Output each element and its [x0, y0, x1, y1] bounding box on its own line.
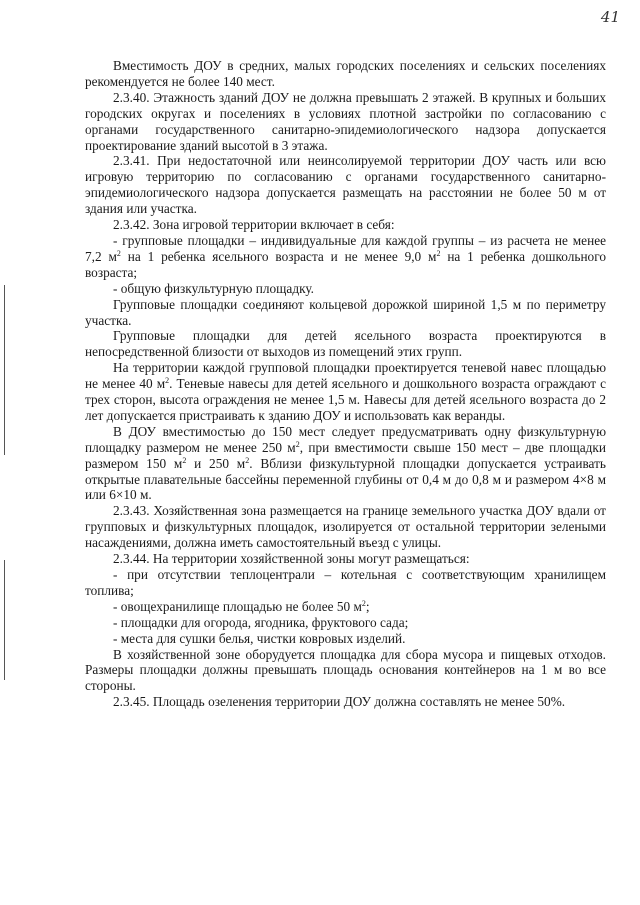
- text-segment: 2.3.40. Этажность зданий ДОУ не должна превышать 2 этажей. В крупных и больших городских округах и поселениях в условиях плотной застройки по согласованию с органами государственного санитарно-эпидемиологического надзора допускается проектирование зданий высотой в 3 этажа.: [85, 89, 606, 153]
- text-segment: - групповые площадки – индивидуальные для каждой группы – из расчета не менее 7,2 м: [85, 232, 606, 264]
- paragraph: [85, 233, 606, 281]
- paragraph: [85, 647, 606, 695]
- text-segment: На территории каждой групповой площадки проектируется теневой навес площадью не менее 40 м: [85, 360, 606, 392]
- text-segment: . Вблизи физкультурной площадки допускается устраивать открытые плавательные бассейны переменной глубины от 0,4 м до 0,8 м и размером 4×8 м или 6×10 м.: [85, 455, 606, 503]
- paragraph: [85, 360, 606, 424]
- text-segment: . Теневые навесы для детей ясельного и дошкольного возраста ограждают с трех сторон, высота ограждения не менее 1,5 м. Навесы для детей ясельного возраста до 2 лет допускается пристраивать к зданию ДОУ и использовать как веранды.: [85, 376, 606, 423]
- superscript: 2: [245, 455, 250, 465]
- text-segment: Вместимость ДОУ в средних, малых городских поселениях и сельских поселениях рекомендуется не более 140 мест.: [85, 58, 606, 89]
- text-segment: 2.3.42. Зона игровой территории включает в себя:: [113, 217, 395, 233]
- text-segment: 2.3.45. Площадь озеленения территории ДОУ должна составлять не менее 50%.: [113, 694, 566, 710]
- paragraph: [85, 615, 606, 631]
- text-segment: Групповые площадки для детей ясельного возраста проектируются в непосредственной близости от выходов из помещений этих групп.: [85, 328, 606, 360]
- superscript: 2: [361, 598, 366, 608]
- superscript: 2: [295, 439, 300, 449]
- text-segment: 2.3.41. При недостаточной или неинсолируемой территории ДОУ часть или всю игровую территорию по согласованию с органами государственного санитарно-эпидемиологического надзора допускается размещать на расстоянии не более 50 м от здания или участка.: [85, 153, 606, 217]
- paragraph: [85, 217, 606, 233]
- superscript: 2: [436, 248, 441, 258]
- paragraph: [85, 90, 606, 154]
- text-segment: - общую физкультурную площадку.: [113, 280, 314, 296]
- paragraph: [85, 58, 606, 90]
- text-segment: Групповые площадки соединяют кольцевой дорожкой шириной 1,5 м по периметру участка.: [85, 296, 606, 328]
- text-segment: на 1 ребенка ясельного возраста и не менее 9,0 м: [120, 248, 437, 264]
- paragraph: [85, 153, 606, 217]
- page-number: 41: [600, 8, 620, 26]
- text-segment: - места для сушки белья, чистки ковровых изделий.: [113, 630, 406, 646]
- paragraph: [85, 281, 606, 297]
- text-segment: ;: [365, 598, 370, 614]
- text-segment: и 250 м: [186, 455, 246, 471]
- document-body: [85, 58, 606, 710]
- text-segment: на 1 ребенка дошкольного возраста;: [85, 248, 606, 280]
- scan-margin-line: [4, 560, 5, 680]
- text-segment: - овощехранилище площадью не более 50 м: [113, 598, 362, 614]
- superscript: 2: [165, 376, 170, 386]
- paragraph: [85, 503, 606, 551]
- text-segment: - площадки для огорода, ягодника, фруктового сада;: [113, 614, 409, 630]
- text-segment: , при вместимости свыше 150 мест – две площадки размером 150 м: [85, 439, 606, 471]
- paragraph: [85, 631, 606, 647]
- text-segment: 2.3.44. На территории хозяйственной зоны могут размещаться:: [113, 551, 470, 567]
- paragraph: [85, 599, 606, 615]
- paragraph: [85, 567, 606, 599]
- paragraph: [85, 328, 606, 360]
- text-segment: - при отсутствии теплоцентрали – котельная с соответствующим хранилищем топлива;: [85, 567, 606, 598]
- paragraph: [85, 551, 606, 567]
- text-segment: В ДОУ вместимостью до 150 мест следует предусматривать одну физкультурную площадку размером не менее 250 м: [85, 423, 606, 455]
- paragraph: [85, 297, 606, 329]
- text-segment: В хозяйственной зоне оборудуется площадка для сбора мусора и пищевых отходов. Размеры площадки должны превышать площадь основания контейнеров на 1 м во все стороны.: [85, 646, 606, 694]
- text-segment: 2.3.43. Хозяйственная зона размещается на границе земельного участка ДОУ вдали от групповых и физкультурных площадок, изолируется от остальной территории зелеными насаждениями, должна иметь самостоятельный въезд с улицы.: [85, 503, 606, 551]
- paragraph: [85, 694, 606, 710]
- scan-margin-line: [4, 285, 5, 455]
- superscript: 2: [182, 455, 187, 465]
- paragraph: [85, 424, 606, 504]
- superscript: 2: [116, 248, 121, 258]
